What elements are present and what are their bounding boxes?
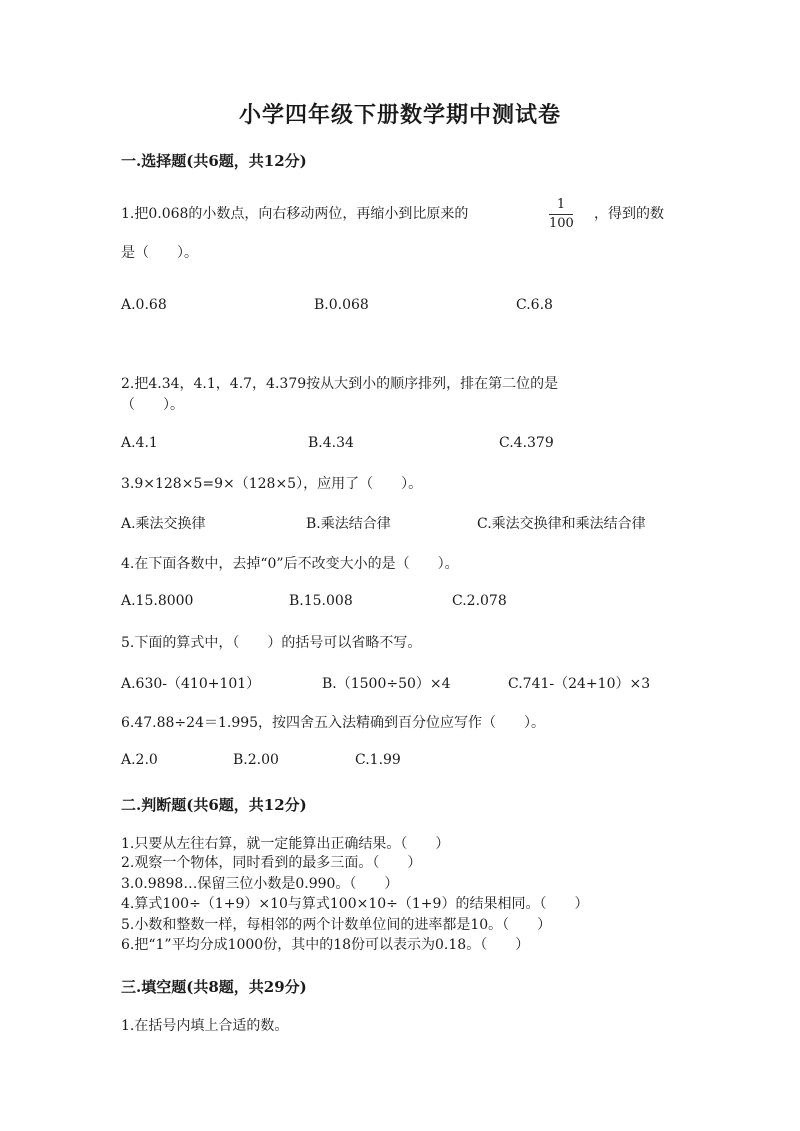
question-3-option-c[interactable]: C.乘法交换律和乘法结合律 (477, 516, 646, 532)
judgement-item-2: 2.观察一个物体，同时看到的最多三面。（ ） (121, 855, 422, 871)
fraction-numerator: 1 (556, 197, 566, 212)
judgement-item-5: 5.小数和整数一样，每相邻的两个计数单位间的进率都是10。（ ） (121, 917, 552, 933)
question-6-option-b[interactable]: B.2.00 (233, 752, 279, 768)
fraction-one-hundredth (549, 198, 573, 231)
question-3-option-a[interactable]: A.乘法交换律 (121, 516, 206, 532)
question-1-text-end: ，得到的数 (594, 206, 664, 222)
question-5-option-a[interactable]: A.630-（410+101） (121, 676, 261, 692)
section-heading-choice: 一.选择题(共6题，共12分) (121, 152, 307, 170)
question-1-text-line2: 是（ ）。 (121, 245, 198, 261)
question-5-text: 5.下面的算式中，（ ）的括号可以省略不写。 (121, 635, 422, 651)
section-heading-fill-in: 三.填空题(共8题，共29分) (121, 978, 307, 996)
question-3-option-b[interactable]: B.乘法结合律 (306, 516, 391, 532)
question-5-option-c[interactable]: C.741-（24+10）×3 (508, 676, 651, 692)
judgement-item-3: 3.0.9898…保留三位小数是0.990。（ ） (121, 876, 399, 892)
question-1-option-b[interactable]: B.0.068 (314, 297, 369, 313)
question-6-text: 6.47.88÷24＝1.995，按四舍五入法精确到百分位应写作（ ）。 (121, 715, 546, 731)
judgement-item-1: 1.只要从左往右算，就一定能算出正确结果。（ ） (121, 836, 450, 852)
question-2-option-a[interactable]: A.4.1 (121, 435, 158, 451)
question-4-option-c[interactable]: C.2.078 (452, 593, 507, 609)
question-1-option-a[interactable]: A.0.68 (121, 297, 167, 313)
judgement-item-4: 4.算式100÷（1+9）×10与算式100×10÷（1+9）的结果相同。（ ） (121, 896, 589, 912)
page-title: 小学四年级下册数学期中测试卷 (238, 102, 561, 128)
question-1-text: 1.把0.068的小数点，向右移动两位，再缩小到比原来的 (121, 206, 469, 222)
question-2-text: 2.把4.34，4.1，4.7，4.379按从大到小的顺序排列，排在第二位的是 (121, 376, 559, 392)
fraction-bar (549, 214, 573, 215)
judgement-item-6: 6.把“1”平均分成1000份，其中的18份可以表示为0.18。（ ） (121, 937, 530, 953)
question-1-option-c[interactable]: C.6.8 (516, 297, 553, 313)
question-2-text-line2: （ ）。 (121, 397, 184, 413)
question-4-text: 4.在下面各数中，去掉“0”后不改变大小的是（ ）。 (121, 556, 459, 572)
fraction-denominator: 100 (549, 216, 574, 231)
question-2-option-c[interactable]: C.4.379 (499, 435, 554, 451)
question-5-option-b[interactable]: B.（1500÷50）×4 (322, 676, 451, 692)
question-6-option-c[interactable]: C.1.99 (355, 752, 401, 768)
section-heading-judgement: 二.判断题(共6题，共12分) (121, 796, 307, 814)
question-3-text: 3.9×128×5=9×（128×5），应用了（ ）。 (121, 476, 423, 492)
question-4-option-a[interactable]: A.15.8000 (121, 593, 194, 609)
question-4-option-b[interactable]: B.15.008 (289, 593, 353, 609)
fill-in-question-1: 1.在括号内填上合适的数。 (121, 1018, 289, 1034)
question-2-option-b[interactable]: B.4.34 (308, 435, 354, 451)
question-6-option-a[interactable]: A.2.0 (121, 752, 158, 768)
